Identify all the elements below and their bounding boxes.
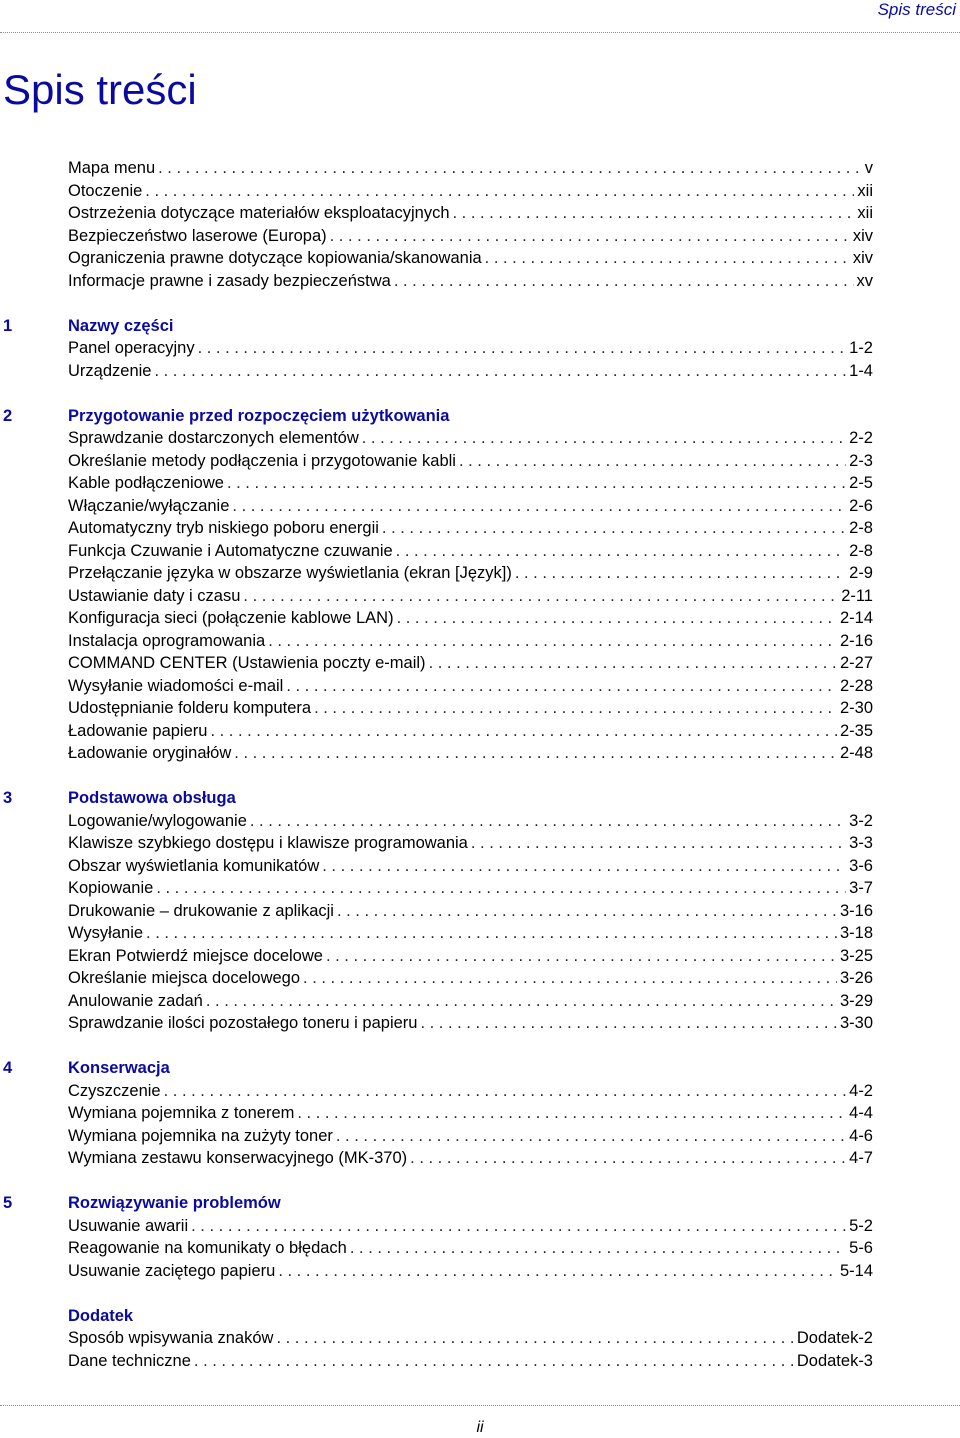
toc-entry[interactable] (0, 742, 873, 765)
toc-entry-label: Instalacja oprogramowania (68, 631, 266, 650)
toc-entry[interactable] (0, 1327, 873, 1350)
toc-front-matter (0, 157, 960, 292)
toc-entry-page: 2-8 (849, 541, 873, 560)
toc-entry[interactable] (0, 1102, 873, 1125)
toc-entry-label: Określanie miejsca docelowego (68, 969, 301, 987)
dot-leader (314, 697, 837, 720)
toc-entry-page: 2-28 (839, 676, 873, 695)
toc-entry-page: xiv (852, 249, 873, 267)
dot-leader (158, 157, 862, 180)
toc-entry[interactable] (0, 720, 873, 743)
toc-entry-page: 2-16 (839, 631, 873, 650)
toc-entry-page: 5-6 (849, 1239, 873, 1257)
toc-entry[interactable] (0, 472, 873, 495)
toc-entry-page: 3-29 (839, 991, 873, 1010)
toc-entry-label: Bezpieczeństwo laserowe (Europa) (68, 226, 327, 245)
dot-leader (420, 1012, 837, 1035)
chapter-number: 2 (3, 406, 13, 425)
toc-entry-page: xiv (852, 226, 873, 245)
toc-entry-label: Otoczenie (68, 181, 143, 200)
toc-entry-label: Wymiana pojemnika z tonerem (68, 1104, 295, 1122)
dot-leader (394, 270, 854, 293)
toc-entry-label: Usuwanie awarii (68, 1216, 189, 1235)
toc-entry-label: Usuwanie zaciętego papieru (68, 1261, 276, 1280)
chapter-title: Konserwacja (68, 1059, 170, 1077)
dot-leader (276, 1327, 793, 1350)
dot-leader (429, 652, 837, 675)
toc-entry[interactable] (0, 607, 873, 630)
toc-entry-label: Ekran Potwierdź miejsce docelowe (68, 946, 323, 965)
toc-entry-label: Kable podłączeniowe (68, 474, 224, 492)
toc-entry-label: Ładowanie oryginałów (68, 744, 232, 762)
toc-entry-page: 3-6 (849, 856, 873, 875)
toc-chapter (0, 1057, 960, 1170)
toc-entry-label: Konfiguracja sieci (połączenie kablowe LAN) (68, 609, 394, 627)
toc-entry-page: 2-14 (839, 609, 873, 627)
toc-entry-page: 3-18 (839, 924, 873, 942)
toc-entry-label: Przełączanie języka w obszarze wyświetlania (ekran [Język]) (68, 564, 512, 582)
toc-entry[interactable] (0, 810, 873, 833)
dot-leader (459, 450, 846, 473)
dot-leader (362, 427, 846, 450)
dot-leader (303, 967, 837, 990)
toc-entry-page: xv (856, 271, 873, 290)
toc-entry[interactable] (0, 675, 873, 698)
toc-entry[interactable] (0, 922, 873, 945)
toc-entry-page: Dodatek-2 (796, 1329, 873, 1347)
toc-entry[interactable] (0, 945, 873, 968)
toc-entry-page: Dodatek-3 (796, 1351, 873, 1370)
toc-entry-page: xii (857, 204, 873, 222)
toc-entry[interactable] (0, 157, 873, 180)
dot-leader (382, 517, 846, 540)
chapter-heading[interactable] (0, 1305, 960, 1328)
dot-leader (396, 540, 846, 563)
dot-leader (278, 1260, 837, 1283)
toc-entry-page: 2-11 (841, 586, 873, 605)
toc-entry[interactable] (0, 630, 873, 653)
toc-entry-page: 2-6 (849, 496, 873, 515)
toc-entry-label: Panel operacyjny (68, 339, 195, 357)
toc-chapter (0, 405, 960, 765)
toc-entry[interactable] (0, 1260, 873, 1283)
dot-leader (297, 1102, 846, 1125)
toc-entry-label: Anulowanie zadań (68, 991, 203, 1010)
toc-entry-page: 4-7 (849, 1149, 873, 1167)
toc-chapters (0, 315, 960, 1373)
toc-entry-page: 3-3 (849, 834, 873, 852)
dot-leader (397, 607, 837, 630)
dot-leader (243, 585, 838, 608)
toc-entry-page: 3-26 (839, 969, 873, 987)
toc-entry[interactable] (0, 450, 873, 473)
toc-entry-label: Czyszczenie (68, 1081, 161, 1100)
toc-entry-label: Włączanie/wyłączanie (68, 496, 230, 515)
toc-entry-label: Dane techniczne (68, 1351, 191, 1370)
toc-entry-label: Informacje prawne i zasady bezpieczeństwa (68, 271, 391, 290)
toc-entry[interactable] (0, 1012, 873, 1035)
dot-leader (410, 1147, 846, 1170)
chapter-heading[interactable] (0, 787, 960, 810)
chapter-heading[interactable] (0, 405, 960, 428)
toc-entry-page: 2-5 (849, 474, 873, 492)
toc-entry[interactable] (0, 1125, 873, 1148)
toc-entry[interactable] (0, 270, 873, 293)
chapter-number: 4 (3, 1059, 13, 1077)
dot-leader (156, 877, 846, 900)
toc-entry-page: 3-25 (839, 946, 873, 965)
toc-entry-label: Drukowanie – drukowanie z aplikacji (68, 901, 334, 920)
toc-entry-page: 1-2 (849, 339, 873, 357)
dot-leader (322, 855, 846, 878)
chapter-title: Przygotowanie przed rozpoczęciem użytkowania (68, 406, 450, 425)
running-header: Spis treści (877, 0, 956, 19)
chapter-number: 5 (3, 1194, 13, 1212)
dot-leader (154, 360, 846, 383)
toc-entry-label: Obszar wyświetlania komunikatów (68, 856, 320, 875)
chapter-title: Podstawowa obsługa (68, 789, 236, 807)
toc-entry-label: Kopiowanie (68, 879, 154, 897)
toc-entry-label: Ograniczenia prawne dotyczące kopiowania/skanowania (68, 249, 482, 267)
dot-leader (286, 675, 837, 698)
toc-entry-page: v (864, 159, 873, 177)
toc-entry-page: 5-14 (839, 1261, 873, 1280)
toc-entry-page: 3-30 (839, 1014, 873, 1032)
dot-leader (471, 832, 846, 855)
toc-chapter (0, 315, 960, 383)
toc-entry-label: Mapa menu (68, 159, 156, 177)
dot-leader (210, 720, 837, 743)
toc-entry-page: 2-35 (839, 721, 873, 740)
toc-entry[interactable] (0, 697, 873, 720)
dot-leader (146, 922, 837, 945)
chapter-title: Rozwiązywanie problemów (68, 1194, 281, 1212)
toc-entry-label: Określanie metody podłączenia i przygotowanie kabli (68, 451, 456, 470)
toc-entry[interactable] (0, 1147, 873, 1170)
toc-entry[interactable] (0, 180, 873, 203)
toc-entry-page: 2-27 (839, 654, 873, 672)
toc-entry[interactable] (0, 540, 873, 563)
chapter-number: 3 (3, 789, 13, 807)
toc-entry[interactable] (0, 855, 873, 878)
dot-leader (164, 1080, 847, 1103)
chapter-number: 1 (3, 316, 13, 335)
dot-leader (453, 202, 855, 225)
toc-entry-label: Ustawianie daty i czasu (68, 586, 241, 605)
toc-entry[interactable] (0, 1215, 873, 1238)
dot-leader (206, 990, 837, 1013)
dot-leader (268, 630, 837, 653)
toc-entry-page: 4-6 (849, 1126, 873, 1145)
toc-entry-page: 4-2 (849, 1081, 873, 1100)
toc-entry-label: Udostępnianie folderu komputera (68, 699, 312, 717)
toc-chapter (0, 1192, 960, 1282)
toc-entry[interactable] (0, 225, 873, 248)
dot-leader (330, 225, 850, 248)
toc-entry-label: Logowanie/wylogowanie (68, 811, 247, 830)
toc-entry[interactable] (0, 202, 873, 225)
toc-entry-page: 3-7 (849, 879, 873, 897)
toc-entry-page: 1-4 (849, 361, 873, 380)
toc-chapter (0, 1305, 960, 1373)
dot-leader (145, 180, 854, 203)
toc-entry-page: 2-8 (849, 519, 873, 537)
toc-entry[interactable] (0, 832, 873, 855)
page-number: ii (476, 1419, 484, 1436)
toc-entry[interactable] (0, 562, 873, 585)
toc-entry-label: Wymiana zestawu konserwacyjnego (MK-370) (68, 1149, 408, 1167)
toc-entry-label: Klawisze szybkiego dostępu i klawisze programowania (68, 834, 468, 852)
dot-leader (515, 562, 846, 585)
toc-entry[interactable] (0, 652, 873, 675)
dot-leader (485, 247, 850, 270)
toc-entry-label: Funkcja Czuwanie i Automatyczne czuwanie (68, 541, 393, 560)
toc-entry-label: Reagowanie na komunikaty o błędach (68, 1239, 347, 1257)
toc-entry-label: Sprawdzanie ilości pozostałego toneru i papieru (68, 1014, 418, 1032)
dot-leader (350, 1237, 846, 1260)
toc-entry[interactable] (0, 1080, 873, 1103)
dot-leader (337, 900, 837, 923)
dot-leader (326, 945, 837, 968)
chapter-title: Nazwy części (68, 316, 174, 335)
toc-entry[interactable] (0, 247, 873, 270)
toc-entry-label: COMMAND CENTER (Ustawienia poczty e-mail) (68, 654, 426, 672)
page-title: Spis treści (3, 66, 197, 113)
chapter-heading[interactable] (0, 1057, 960, 1080)
dot-leader (227, 472, 846, 495)
toc-entry-page: 4-4 (849, 1104, 873, 1122)
toc-entry-page: 2-2 (849, 429, 873, 447)
toc-entry[interactable] (0, 967, 873, 990)
toc-entry[interactable] (0, 877, 873, 900)
toc-entry[interactable] (0, 360, 873, 383)
toc-entry-page: 3-16 (839, 901, 873, 920)
chapter-heading[interactable] (0, 1192, 960, 1215)
toc-entry-page: 2-30 (839, 699, 873, 717)
toc-entry[interactable] (0, 585, 873, 608)
toc-entry[interactable] (0, 1350, 873, 1373)
dot-leader (191, 1215, 846, 1238)
toc-entry[interactable] (0, 495, 873, 518)
toc-entry[interactable] (0, 900, 873, 923)
toc-entry[interactable] (0, 1237, 873, 1260)
toc-entry-label: Automatyczny tryb niskiego poboru energii (68, 519, 379, 537)
toc-entry-page: 5-2 (849, 1216, 873, 1235)
chapter-heading[interactable] (0, 315, 960, 338)
toc-entry-label: Wysyłanie (68, 924, 144, 942)
footer-divider (0, 1405, 960, 1406)
toc-entry-label: Wysyłanie wiadomości e-mail (68, 676, 284, 695)
toc-entry[interactable] (0, 427, 873, 450)
dot-leader (194, 1350, 794, 1373)
toc-entry-page: 2-48 (839, 744, 873, 762)
toc-entry[interactable] (0, 517, 873, 540)
toc-entry-page: 2-3 (849, 451, 873, 470)
dot-leader (232, 495, 846, 518)
toc-entry-label: Ostrzeżenia dotyczące materiałów eksploatacyjnych (68, 204, 450, 222)
toc-chapter (0, 787, 960, 1035)
chapter-title: Dodatek (68, 1306, 134, 1325)
toc-entry-label: Sprawdzanie dostarczonych elementów (68, 429, 359, 447)
toc-entry-label: Sposób wpisywania znaków (68, 1329, 274, 1347)
dot-leader (234, 742, 837, 765)
header-divider (0, 32, 960, 33)
toc-entry-page: 3-2 (849, 811, 873, 830)
toc-entry[interactable] (0, 337, 873, 360)
toc-entry-label: Wymiana pojemnika na zużyty toner (68, 1126, 333, 1145)
toc-entry-page: xii (857, 181, 873, 200)
toc-entry-label: Ładowanie papieru (68, 721, 208, 740)
toc-entry-page: 2-9 (849, 564, 873, 582)
toc-entry-label: Urządzenie (68, 361, 152, 380)
dot-leader (250, 810, 846, 833)
dot-leader (336, 1125, 846, 1148)
toc-entry[interactable] (0, 990, 873, 1013)
table-of-contents (0, 157, 960, 1395)
dot-leader (198, 337, 847, 360)
